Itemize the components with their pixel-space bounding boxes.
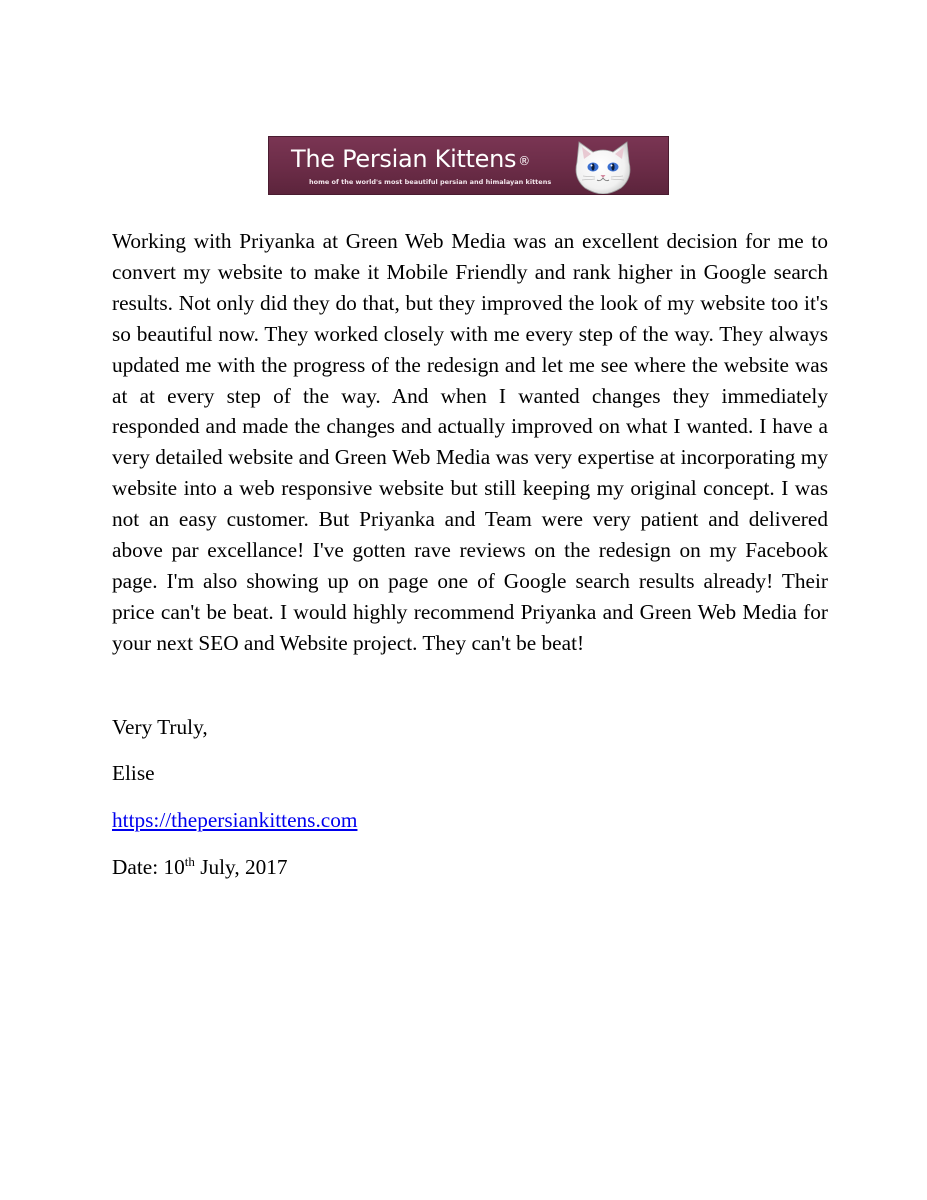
registered-mark: ®: [518, 154, 530, 168]
date-rest: July, 2017: [194, 855, 288, 879]
logo-tagline: home of the world's most beautiful persian and himalayan kittens: [309, 178, 552, 186]
signature-name: Elise: [112, 761, 155, 785]
date-ordinal-suffix: th: [184, 854, 195, 869]
letter-date: [112, 852, 288, 882]
website-link[interactable]: https://thepersiankittens.com: [112, 808, 358, 832]
white-cat-face-icon: [571, 138, 635, 194]
logo-title-text: The Persian Kittens: [291, 145, 517, 173]
testimonial-paragraph: Working with Priyanka at Green Web Media was an excellent decision for me to convert my website to make it Mobile Friendly and rank higher in Google search results. Not only did they do that, but they improved the look of my website too it's so beautiful now. They worked closely with me every step of the way. They always updated me with the progress of the redesign and let me see where the website was at at every step of the way. And when I wanted changes they immediately responded and made the changes and actually improved on what I wanted. I have a very detailed website and Green Web Media was very expertise at incorporating my website into a web responsive website but still keeping my original concept. I was not an easy customer. But Priyanka and Team were very patient and delivered above par excellance! I've gotten rave reviews on the redesign on my Facebook page. I'm also showing up on page one of Google search results already! Their price can't be beat. I would highly recommend Priyanka and Green Web Media for your next SEO and Website project. They can't be beat!: [112, 229, 828, 655]
company-logo: [268, 136, 669, 195]
letter-closing: Very Truly,: [112, 715, 208, 739]
logo-title: [291, 145, 530, 175]
date-prefix: Date: 10: [112, 855, 185, 879]
